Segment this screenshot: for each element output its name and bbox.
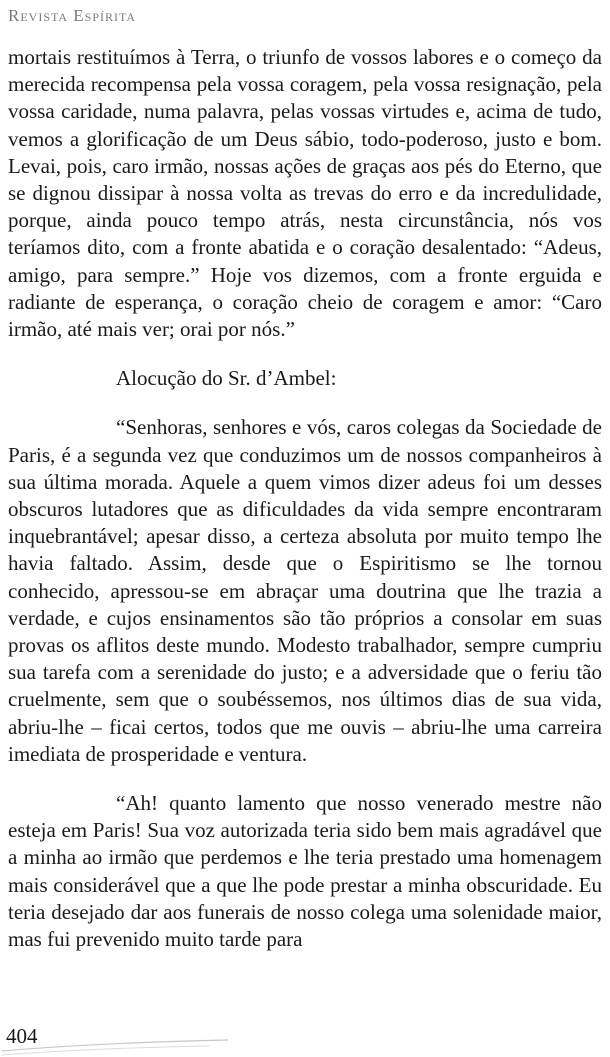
paragraph: “Senhoras, senhores e vós, caros colegas da Sociedade de Paris, é a segunda vez que conduzimos um de nossos companheiros à sua última morada. Aquele a quem vimos dizer adeus foi um desses obscuros lutadores que as dificuldades da vida sempre encontraram inquebrantável; apesar disso, a certeza absoluta por muito tempo lhe havia faltado. Assim, desde que o Espiritismo se lhe tornou conhecido, apressou-se em abraçar uma doutrina que lhe trazia a verdade, e cujos ensinamentos são tão próprios a consolar em suas provas os aflitos deste mundo. Modesto trabalhador, sempre cumpriu sua tarefa com a serenidade do justo; e a adversidade que o feriu tão cruelmente, sem que o soubéssemos, nos últimos dias de sua vida, abriu-lhe – ficai certos, todos que me ouvis – abriu-lhe uma carreira imediata de prosperidade e ventura. <box>8 415 602 766</box>
paragraph: mortais restituímos à Terra, o triunfo de vossos labores e o começo da merecida recompensa pela vossa coragem, pela vossa resignação, pela vossa caridade, numa palavra, pelas vossas virtudes e, acima de tudo, vemos a glorificação de um Deus sábio, todo-poderoso, justo e bom. Levai, pois, caro irmão, nossas ações de graças aos pés do Eterno, que se dignou dissipar à nossa volta as trevas do erro e da incredulidade, porque, ainda pouco tempo atrás, nesta circunstância, nós vos teríamos dito, com a fronte abatida e o coração desalentado: “Adeus, amigo, para sempre.” Hoje vos dizemos, com a fronte erguida e radiante de esperança, o coração cheio de coragem e amor: “Caro irmão, até mais ver; orai por nós.” <box>8 45 602 342</box>
running-header: Revista Espírita <box>8 6 137 25</box>
speech-heading: Alocução do Sr. d’Ambel: <box>116 366 337 391</box>
page-number: 404 <box>6 1024 38 1048</box>
page-body <box>8 44 602 953</box>
paragraph: “Ah! quanto lamento que nosso venerado mestre não esteja em Paris! Sua voz autorizada teria sido bem mais agradável que a minha ao irmão que perdemos e lhe teria prestado uma homenagem mais considerável que a que lhe pode prestar a minha obscuridade. Eu teria desejado dar aos funerais de nosso colega uma solenidade maior, mas fui prevenido muito tarde para <box>8 791 602 952</box>
